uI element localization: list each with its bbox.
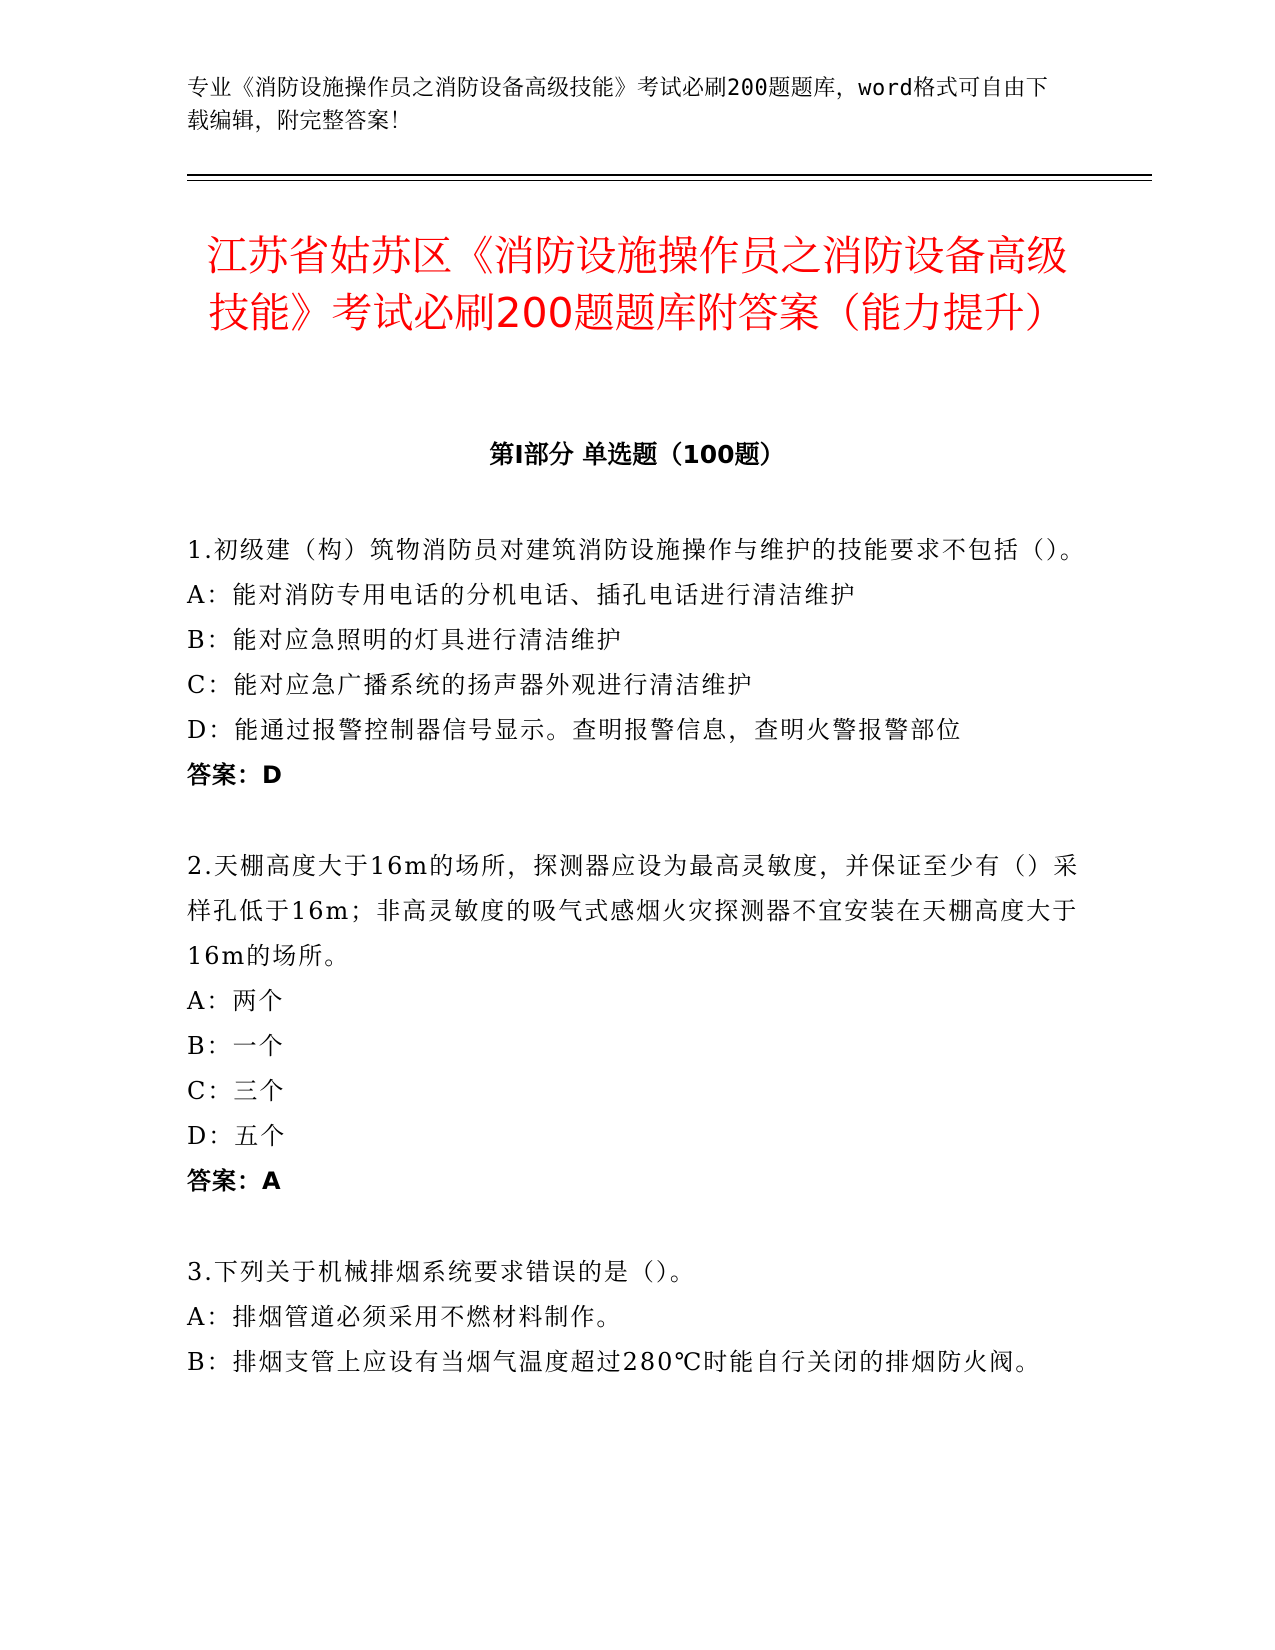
option-a: A：能对消防专用电话的分机电话、插孔电话进行清洁维护 <box>187 581 857 609</box>
option-b: B：排烟支管上应设有当烟气温度超过280℃时能自行关闭的排烟防火阀。 <box>187 1348 1042 1376</box>
question-1 <box>187 528 1087 798</box>
question-text: 1.初级建（构）筑物消防员对建筑消防设施操作与维护的技能要求不包括（）。 <box>187 536 1086 564</box>
header-note: 专业《消防设施操作员之消防设备高级技能》考试必刷200题题库，word格式可自由下载编辑，附完整答案！ <box>187 76 1049 134</box>
option-a: A：排烟管道必须采用不燃材料制作。 <box>187 1303 623 1331</box>
answer: 答案：D <box>187 761 283 789</box>
header-divider-thin <box>187 180 1152 181</box>
option-b: B：能对应急照明的灯具进行清洁维护 <box>187 626 623 654</box>
header-divider-thick <box>187 174 1152 176</box>
question-text: 3.下列关于机械排烟系统要求错误的是（）。 <box>187 1258 696 1286</box>
question-text: 2.天棚高度大于16m的场所，探测器应设为最高灵敏度，并保证至少有（）采样孔低于16m；非高灵敏度的吸气式感烟火灾探测器不宜安装在天棚高度大于16m的场所。 <box>187 852 1080 970</box>
option-a: A：两个 <box>187 987 285 1015</box>
question-3 <box>187 1250 1087 1385</box>
option-c: C：三个 <box>187 1077 286 1105</box>
question-2 <box>187 844 1087 1204</box>
answer: 答案：A <box>187 1167 282 1195</box>
option-d: D：能通过报警控制器信号显示。查明报警信息，查明火警报警部位 <box>187 716 963 744</box>
option-c: C：能对应急广播系统的扬声器外观进行清洁维护 <box>187 671 754 699</box>
option-d: D：五个 <box>187 1122 287 1150</box>
document-title: 江苏省姑苏区《消防设施操作员之消防设备高级技能》考试必刷200题题库附答案（能力提升） <box>206 232 1068 337</box>
question-list <box>187 528 1087 1431</box>
section-title: 第Ⅰ部分 单选题（100题） <box>489 440 785 469</box>
option-b: B：一个 <box>187 1032 285 1060</box>
